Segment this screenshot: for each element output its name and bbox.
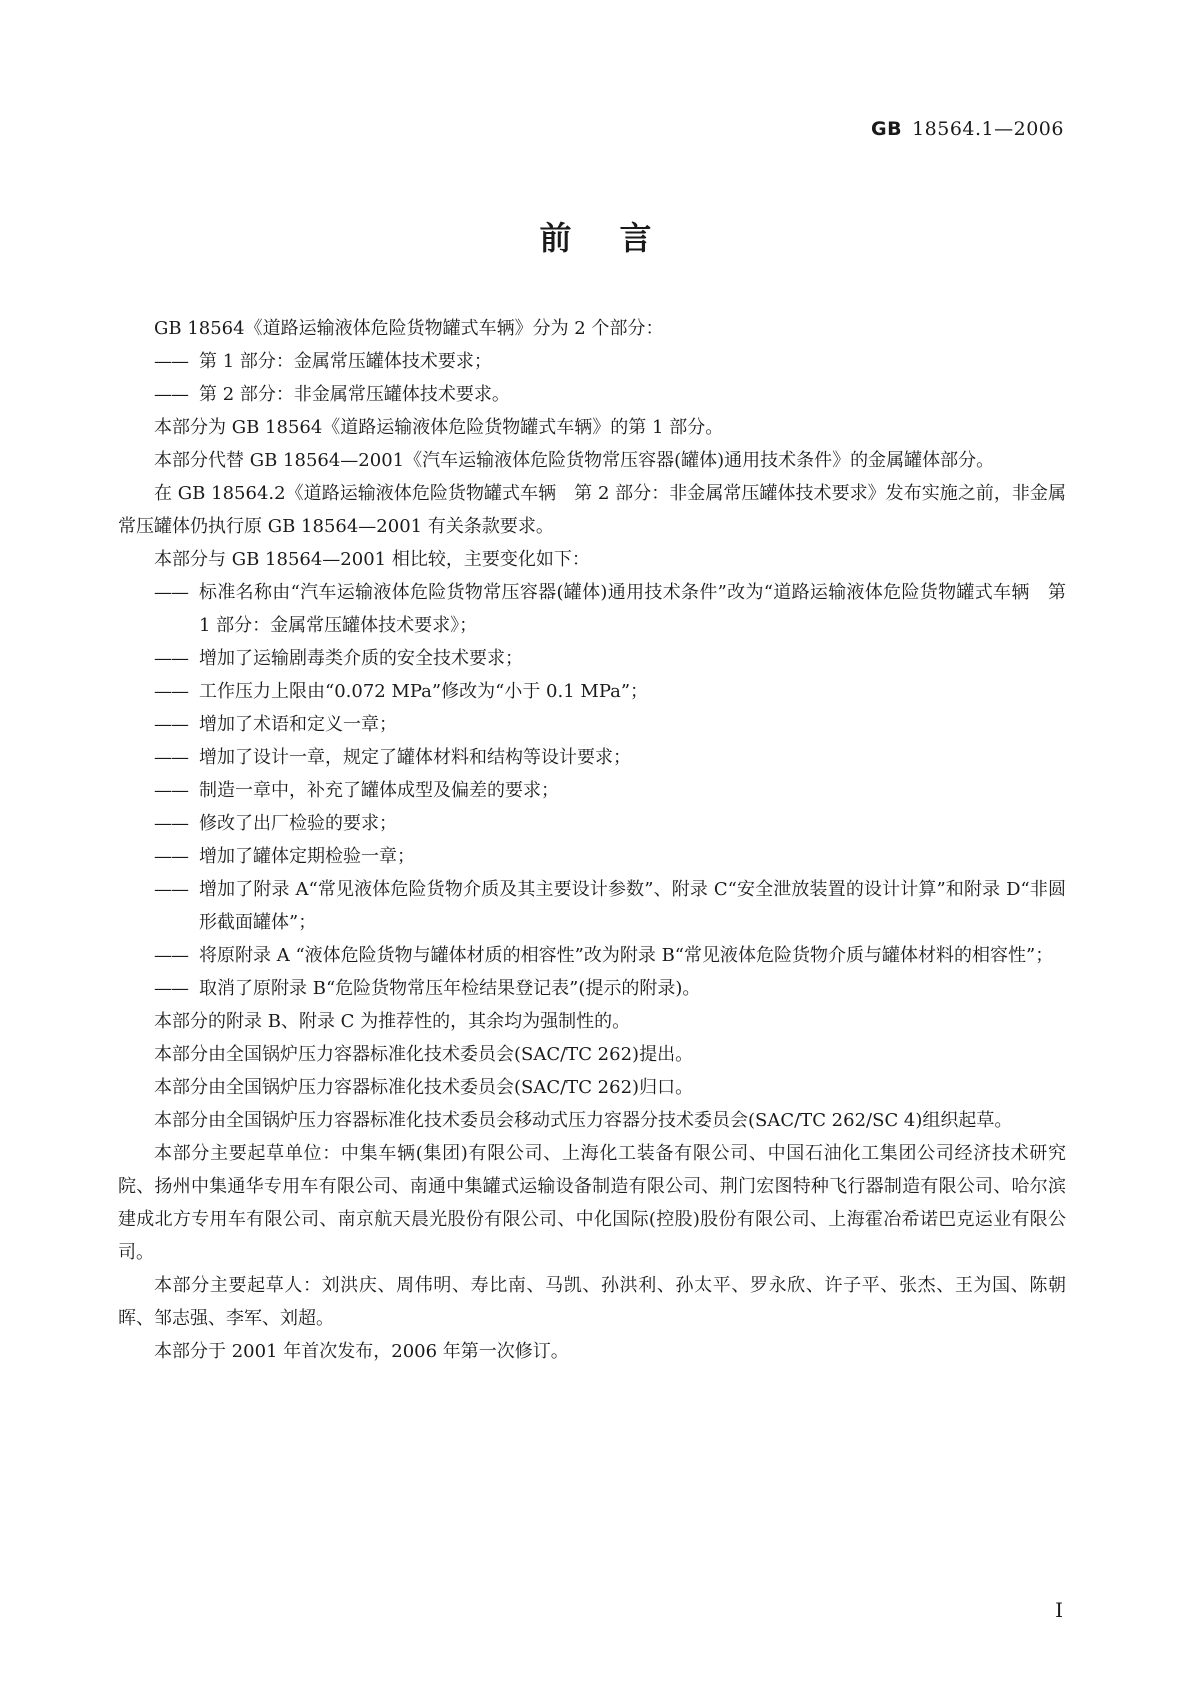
paragraph: 本部分主要起草人：刘洪庆、周伟明、寿比南、马凯、孙洪利、孙太平、罗永欣、许子平、张杰、王为国、陈朝晖、邹志强、李军、刘超。 [118,1275,1066,1329]
list-item [118,807,1066,840]
list-item-text: 制造一章中，补充了罐体成型及偏差的要求； [199,780,559,801]
list-item [118,840,1066,873]
intro-paragraph: GB 18564《道路运输液体危险货物罐式车辆》分为 2 个部分： [154,318,664,339]
page-number: I [1055,1598,1063,1622]
list-item-text: 工作压力上限由“0.072 MPa”修改为“小于 0.1 MPa”； [199,681,649,702]
list-item-text: 修改了出厂检验的要求； [199,813,397,834]
list-item [118,939,1066,972]
list-item [118,642,1066,675]
dash-mark: —— [154,648,188,669]
list-item-text: 将原附录 A “液体危险货物与罐体材质的相容性”改为附录 B“常见液体危险货物介质与罐体材料的相容性”； [199,945,1054,966]
list-item [118,576,1066,642]
dash-mark: —— [154,582,188,603]
dash-mark: —— [154,978,188,999]
paragraph: 本部分于 2001 年首次发布，2006 年第一次修订。 [154,1341,569,1362]
dash-mark: —— [154,945,188,966]
standard-code-prefix: GB [870,118,903,140]
dash-mark: —— [154,879,188,900]
list-item-text: 增加了附录 A“常见液体危险货物介质及其主要设计参数”、附录 C“安全泄放装置的设计计算”和附录 D“非圆形截面罐体”； [199,879,1066,933]
dash-mark: —— [154,780,188,801]
page-title: 前言 [539,219,700,257]
list-item [118,873,1066,939]
list-item-text: 增加了罐体定期检验一章； [199,846,415,867]
list-item-text: 标准名称由“汽车运输液体危险货物常压容器(罐体)通用技术条件”改为“道路运输液体危险货物罐式车辆 第 1 部分：金属常压罐体技术要求》； [199,582,1066,636]
dash-mark: —— [154,351,188,372]
paragraph: 本部分由全国锅炉压力容器标准化技术委员会(SAC/TC 262)归口。 [154,1077,694,1098]
standard-code-number: 18564.1—2006 [912,118,1064,140]
list-item-text: 增加了术语和定义一章； [199,714,397,735]
dash-mark: —— [154,846,188,867]
list-item [118,345,1066,378]
list-item [118,675,1066,708]
dash-mark: —— [154,813,188,834]
list-item [118,741,1066,774]
list-item-text: 取消了原附录 B“危险货物常压年检结果登记表”(提示的附录)。 [199,978,701,999]
standard-code [871,118,1064,140]
paragraph: 本部分与 GB 18564—2001 相比较，主要变化如下： [154,549,590,570]
paragraph: 本部分主要起草单位：中集车辆(集团)有限公司、上海化工装备有限公司、中国石油化工集团公司经济技术研究院、扬州中集通华专用车有限公司、南通中集罐式运输设备制造有限公司、荆门宏图特种飞行器制造有限公司、哈尔滨建成北方专用车有限公司、南京航天晨光股份有限公司、中化国际(控股)股份有限公司、上海霍冶希诺巴克运业有限公司。 [118,1143,1066,1263]
dash-mark: —— [154,714,188,735]
paragraph: 本部分的附录 B、附录 C 为推荐性的，其余均为强制性的。 [154,1011,631,1032]
list-item [118,972,1066,1005]
dash-mark: —— [154,681,188,702]
paragraph: 本部分代替 GB 18564—2001《汽车运输液体危险货物常压容器(罐体)通用技术条件》的金属罐体部分。 [154,450,995,471]
paragraph: 本部分由全国锅炉压力容器标准化技术委员会移动式压力容器分技术委员会(SAC/TC 262/SC 4)组织起草。 [154,1110,1013,1131]
dash-mark: —— [154,747,188,768]
list-item-text: 增加了运输剧毒类介质的安全技术要求； [199,648,523,669]
list-item-text: 第 2 部分：非金属常压罐体技术要求。 [199,384,510,405]
list-item [118,774,1066,807]
dash-mark: —— [154,384,188,405]
list-item [118,708,1066,741]
paragraph: 本部分由全国锅炉压力容器标准化技术委员会(SAC/TC 262)提出。 [154,1044,694,1065]
list-item-text: 增加了设计一章，规定了罐体材料和结构等设计要求； [199,747,631,768]
document-body [118,312,1066,1368]
list-item [118,378,1066,411]
paragraph: 本部分为 GB 18564《道路运输液体危险货物罐式车辆》的第 1 部分。 [154,417,724,438]
list-item-text: 第 1 部分：金属常压罐体技术要求； [199,351,492,372]
paragraph: 在 GB 18564.2《道路运输液体危险货物罐式车辆 第 2 部分：非金属常压罐体技术要求》发布实施之前，非金属常压罐体仍执行原 GB 18564—2001 有关条款要求。 [118,483,1066,537]
